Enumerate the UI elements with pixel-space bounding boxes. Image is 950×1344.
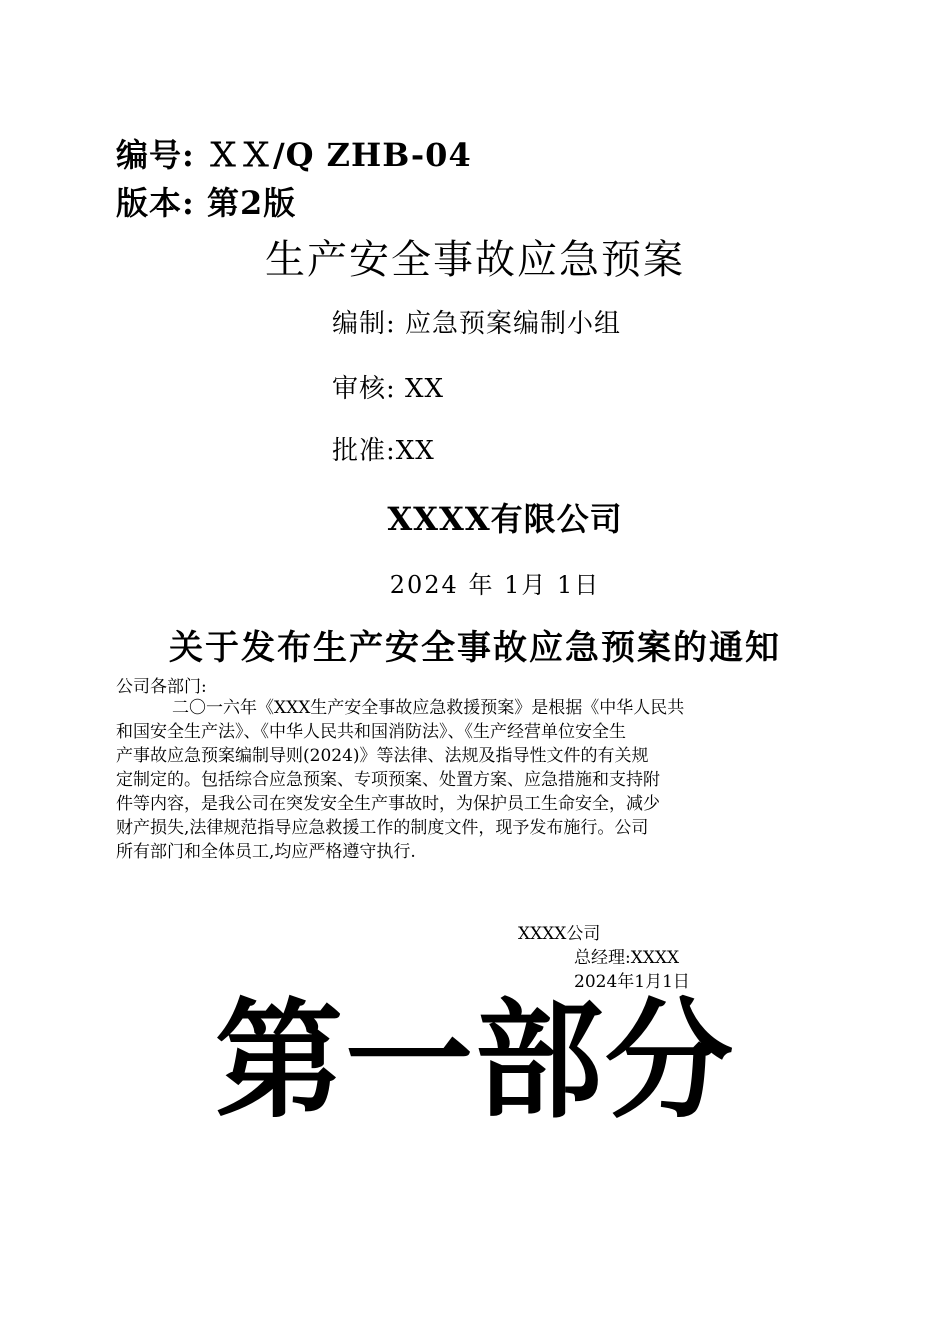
signature-company: XXXX公司 (518, 924, 601, 944)
document-title: 生产安全事故应急预案 (265, 237, 685, 283)
signature-date: 2024年1月1日 (574, 972, 690, 992)
notice-title: 关于发布生产安全事故应急预案的通知 (169, 628, 781, 668)
approved-by-line: 批准:XX (332, 436, 435, 466)
notice-body-line: 二〇一六年《XXX生产安全事故应急救援预案》是根据《中华人民共 (172, 698, 685, 718)
reviewed-by-line: 审核: XX (332, 374, 445, 404)
document-number: 编号: ＸＸ/Q ZHB-04 (116, 136, 472, 174)
notice-body-line: 和国安全生产法》、《中华人民共和国消防法》、《生产经营单位安全生 (116, 722, 626, 742)
notice-salutation: 公司各部门: (116, 677, 207, 697)
notice-body-line: 件等内容，是我公司在突发安全生产事故时，为保护员工生命安全，减少 (116, 794, 660, 814)
notice-body-line: 定制定的。包括综合应急预案、专项预案、处置方案、应急措施和支持附 (116, 770, 660, 790)
document-version: 版本: 第2版 (116, 184, 297, 222)
part-heading: 第一部分 (214, 987, 735, 1136)
cover-date: 2024 年 1月 1日 (389, 571, 601, 599)
company-name: XXXX有限公司 (387, 500, 623, 538)
notice-body (116, 696, 834, 864)
compiled-by-line: 编制: 应急预案编制小组 (332, 309, 622, 339)
signature-manager: 总经理:XXXX (574, 948, 680, 968)
notice-body-line: 财产损失,法律规范指导应急救援工作的制度文件，现予发布施行。公司 (116, 818, 649, 838)
notice-body-line: 产事故应急预案编制导则(2024)》等法律、法规及指导性文件的有关规 (116, 746, 649, 766)
notice-body-line: 所有部门和全体员工,均应严格遵守执行. (116, 842, 416, 862)
